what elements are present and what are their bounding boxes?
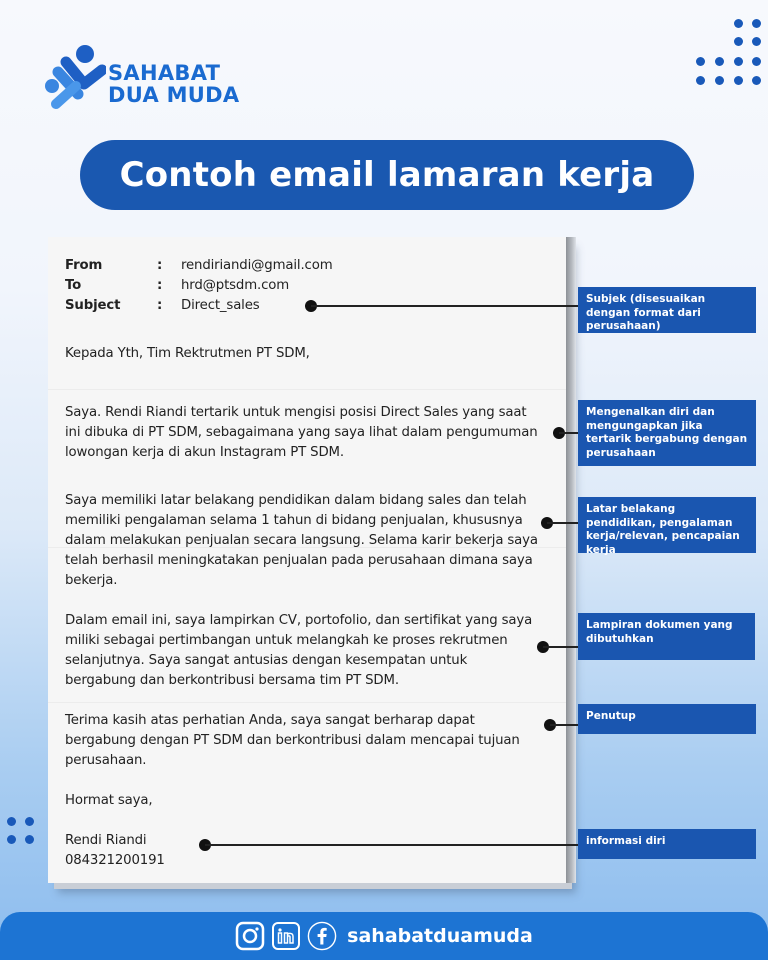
header-value-subject: Direct_sales <box>181 298 260 313</box>
connector-line <box>311 305 578 307</box>
annotation-closing: Penutup <box>578 704 756 734</box>
header-sep: : <box>157 298 163 313</box>
dot <box>734 76 743 85</box>
dot <box>734 19 743 28</box>
connector-line <box>559 432 578 434</box>
dot <box>734 57 743 66</box>
paragraph-line: telah berhasil meningkatakan penjualan pada perusahaan dimana saya <box>65 553 533 568</box>
connector-line <box>543 646 578 648</box>
paragraph-line: ini dibuka di PT SDM, sebagaimana yang saya lihat dalam pengumuman <box>65 425 538 440</box>
people-logo-icon <box>44 44 106 110</box>
brand-name-line2: DUA MUDA <box>108 83 240 107</box>
paragraph-line: memiliki pengalaman selama 1 tahun di bidang penjualan, khususnya <box>65 513 523 528</box>
connector-line <box>550 724 578 726</box>
signature-phone: 084321200191 <box>65 853 165 868</box>
dot <box>752 76 761 85</box>
instagram-icon[interactable] <box>235 921 265 951</box>
brand-name-line1: SAHABAT <box>108 61 221 85</box>
paragraph-background <box>65 491 538 591</box>
annotation-attachments: Lampiran dokumen yang dibutuhkan <box>578 613 755 660</box>
dot <box>734 37 743 46</box>
dot <box>696 57 705 66</box>
paragraph-attachments <box>65 611 532 691</box>
dot <box>715 57 724 66</box>
footer-bar <box>0 912 768 960</box>
dot <box>7 835 16 844</box>
annotation-introduction: Mengenalkan diri dan mengungapkan jika tertarik bergabung dengan perusahaan <box>578 400 756 466</box>
annotation-subject: Subjek (disesuaikan dengan format dari perusahaan) <box>578 287 756 333</box>
dot <box>25 835 34 844</box>
dot <box>696 76 705 85</box>
linkedin-icon[interactable] <box>271 921 301 951</box>
paragraph-line: bergabung dengan PT SDM dan berkontribusi dalam mencapai tujuan <box>65 733 520 748</box>
dot <box>715 76 724 85</box>
paper-fold <box>48 702 566 703</box>
paragraph-line: miliki sebagai pertimbangan untuk melangkah ke proses rekrutmen <box>65 633 508 648</box>
dot <box>25 817 34 826</box>
dot <box>752 57 761 66</box>
closing-salutation: Hormat saya, <box>65 793 153 808</box>
paper-edge-shadow <box>566 237 576 883</box>
paragraph-intro <box>65 403 537 463</box>
paper-fold <box>48 389 566 390</box>
paragraph-line: lowongan kerja di akun Instagram PT SDM. <box>65 445 344 460</box>
facebook-icon[interactable] <box>307 921 337 951</box>
paragraph-line: bekerja. <box>65 573 118 588</box>
header-sep: : <box>157 278 163 293</box>
dot <box>7 817 16 826</box>
paragraph-closing <box>65 711 520 771</box>
paragraph-line: Dalam email ini, saya lampirkan CV, portofolio, dan sertifikat yang saya <box>65 613 533 628</box>
brand-logo <box>44 44 244 114</box>
annotation-background: Latar belakang pendidikan, pengalaman kerja/relevan, pencapaian kerja <box>578 497 756 553</box>
paragraph-line: Saya. Rendi Riandi tertarik untuk mengisi posisi Direct Sales yang saat <box>65 405 527 420</box>
signature-name: Rendi Riandi <box>65 833 147 848</box>
paragraph-line: Terima kasih atas perhatian Anda, saya sangat berharap dapat <box>65 713 475 728</box>
header-value-to: hrd@ptsdm.com <box>181 278 290 293</box>
header-label-from: From <box>65 258 103 273</box>
header-label-to: To <box>65 278 82 293</box>
paragraph-line: bergabung dan berkontribusi bersama tim PT SDM. <box>65 673 399 688</box>
paragraph-line: selanjutnya. Saya sangat antusias dengan kesempatan untuk <box>65 653 468 668</box>
brand-name <box>108 62 239 106</box>
header-label-subject: Subject <box>65 298 121 313</box>
page-title: Contoh email lamaran kerja <box>80 140 694 210</box>
header-sep: : <box>157 258 163 273</box>
connector-line <box>205 844 578 846</box>
social-handle[interactable]: sahabatduamuda <box>347 925 533 947</box>
paragraph-line: Saya memiliki latar belakang pendidikan dalam bidang sales dan telah <box>65 493 527 508</box>
dot <box>752 37 761 46</box>
paragraph-line: dalam melakukan penjualan secara langsung. Selama karir bekerja saya <box>65 533 538 548</box>
connector-line <box>547 522 578 524</box>
dot <box>752 19 761 28</box>
header-value-from: rendiriandi@gmail.com <box>181 258 333 273</box>
greeting: Kepada Yth, Tim Rektrutmen PT SDM, <box>65 346 310 361</box>
annotation-personal-info: informasi diri <box>578 829 756 859</box>
paragraph-line: perusahaan. <box>65 753 147 768</box>
